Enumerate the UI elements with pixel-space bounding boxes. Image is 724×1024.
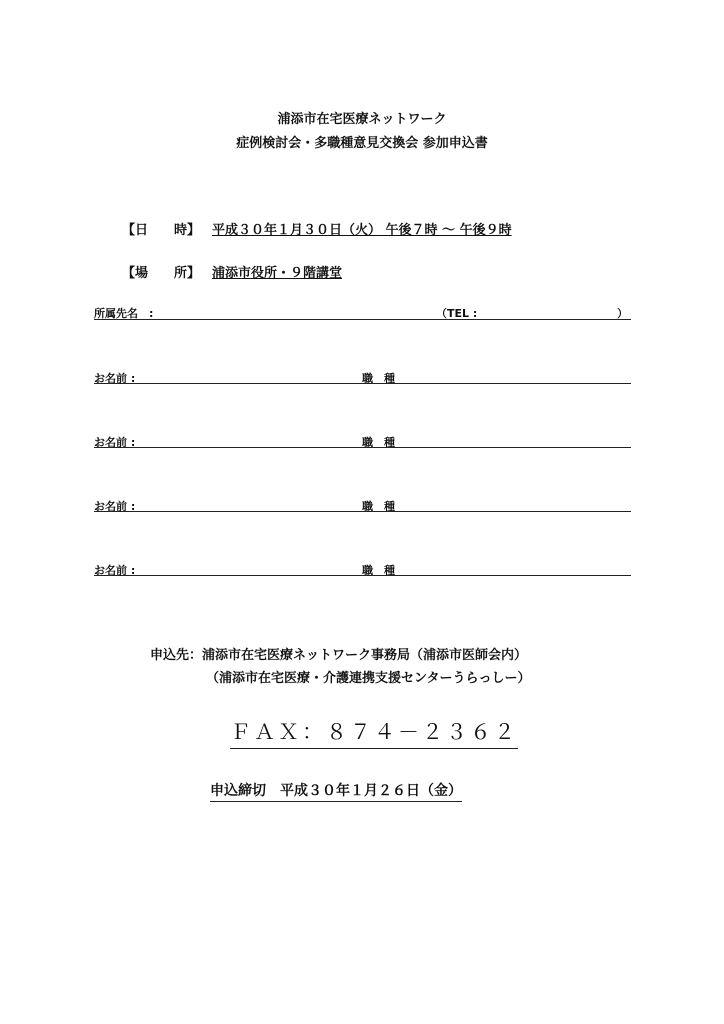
name-label: お名前 : [94, 500, 136, 513]
tel-close: ） [617, 307, 628, 320]
name-label: お名前 : [94, 372, 136, 385]
affiliation-field-line[interactable] [94, 319, 631, 320]
date-label: 【日 時】 [122, 223, 201, 238]
job-label: 職 種 [362, 564, 395, 577]
title-line-2: 症例検討会・多職種意見交換会 参加申込書 [236, 136, 488, 151]
name-label: お名前 : [94, 436, 136, 449]
name-field-line[interactable] [94, 511, 631, 512]
name-field-line[interactable] [94, 575, 631, 576]
job-label: 職 種 [362, 436, 395, 449]
date-value: 平成３０年１月３０日（火） 午後７時 ～ 午後９時 [212, 223, 512, 238]
tel-label: （TEL : [436, 307, 478, 320]
deadline: 申込締切 平成３０年１月２６日（金） [210, 780, 462, 802]
job-label: 職 種 [362, 500, 395, 513]
application-line-2: （浦添市在宅医療・介護連携支援センターうらっしー） [206, 671, 531, 686]
affiliation-label: 所属先名 : [94, 307, 154, 320]
name-field-line[interactable] [94, 447, 631, 448]
application-line-1: 申込先：浦添市在宅医療ネットワーク事務局（浦添市医師会内） [150, 648, 528, 663]
job-label: 職 種 [362, 372, 395, 385]
name-field-line[interactable] [94, 383, 631, 384]
venue-value: 浦添市役所・９階講堂 [212, 266, 343, 281]
venue-label: 【場 所】 [122, 266, 201, 281]
title-line-1: 浦添市在宅医療ネットワーク [277, 112, 447, 127]
name-label: お名前 : [94, 564, 136, 577]
fax-number: ＦＡＸ：８７４－２３６２ [230, 716, 518, 749]
